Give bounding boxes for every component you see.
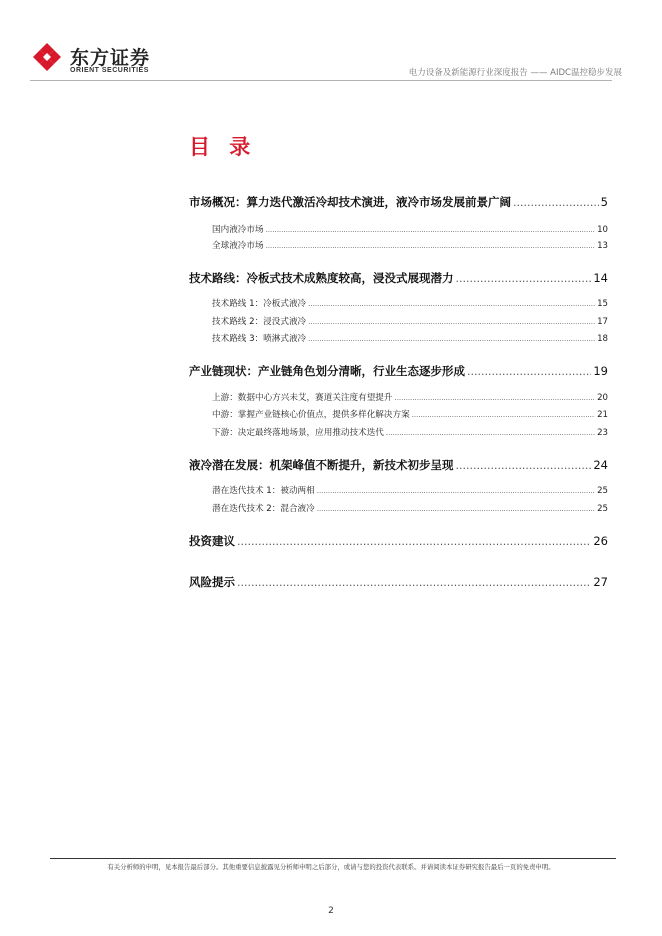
toc-entry-title: 技术路线 3：喷淋式液冷 bbox=[212, 334, 307, 344]
toc-entry[interactable] bbox=[189, 363, 608, 379]
toc-entry-page: 20 bbox=[597, 393, 608, 403]
page-number: 2 bbox=[328, 906, 334, 916]
toc-entry-page: 26 bbox=[593, 534, 608, 548]
toc-entry-page: 5 bbox=[600, 195, 608, 209]
toc-entry[interactable] bbox=[189, 270, 608, 286]
footer-divider bbox=[50, 858, 616, 859]
toc-entry-title: 潜在迭代技术 2：混合液冷 bbox=[212, 504, 315, 514]
toc-entry-page: 24 bbox=[593, 458, 608, 472]
toc-subentry[interactable] bbox=[212, 223, 608, 235]
toc-leader-dots bbox=[394, 394, 595, 402]
toc-leader-dots bbox=[317, 487, 595, 495]
toc-entry-page: 10 bbox=[597, 225, 608, 235]
toc-entry-page: 18 bbox=[597, 334, 608, 344]
toc-entry-title: 上游：数据中心方兴未艾，赛道关注度有望提升 bbox=[212, 393, 393, 403]
toc-leader-dots bbox=[456, 459, 592, 472]
toc-subentry[interactable] bbox=[212, 332, 608, 344]
toc-leader-dots bbox=[308, 300, 595, 308]
toc-entry-title: 风险提示 bbox=[189, 575, 235, 589]
toc-subentry[interactable] bbox=[212, 315, 608, 327]
toc-entry-title: 市场概况：算力迭代激活冷却技术演进，液冷市场发展前景广阔 bbox=[189, 195, 511, 209]
toc-entry-page: 17 bbox=[597, 317, 608, 327]
toc-leader-dots bbox=[266, 226, 595, 234]
toc-leader-dots bbox=[237, 535, 591, 548]
toc-entry-page: 15 bbox=[597, 299, 608, 309]
toc-entry[interactable] bbox=[189, 194, 608, 210]
toc-leader-dots bbox=[266, 242, 595, 250]
orient-logo-icon bbox=[32, 42, 62, 72]
toc-leader-dots bbox=[456, 272, 592, 285]
toc-entry-title: 液冷潜在发展：机架峰值不断提升，新技术初步呈现 bbox=[189, 458, 454, 472]
toc-entry-title: 潜在迭代技术 1：被动两相 bbox=[212, 486, 315, 496]
toc-entry-title: 技术路线：冷板式技术成熟度较高，浸没式展现潜力 bbox=[189, 271, 454, 285]
toc-entry-page: 25 bbox=[597, 486, 608, 496]
toc-entry-title: 全球液冷市场 bbox=[212, 241, 264, 251]
toc-entry-page: 23 bbox=[597, 428, 608, 438]
toc-leader-dots bbox=[513, 196, 599, 209]
toc-subentry[interactable] bbox=[212, 297, 608, 309]
toc-leader-dots bbox=[412, 411, 595, 419]
toc-leader-dots bbox=[317, 505, 595, 513]
toc-heading: 目 录 bbox=[189, 135, 257, 159]
toc-entry-title: 技术路线 2：浸没式液冷 bbox=[212, 317, 307, 327]
toc-entry-page: 13 bbox=[597, 241, 608, 251]
logo-text-en: ORIENT SECURITIES bbox=[70, 67, 149, 74]
toc-subentry[interactable] bbox=[212, 239, 608, 251]
toc-leader-dots bbox=[467, 365, 591, 378]
toc-leader-dots bbox=[386, 429, 595, 437]
toc-entry[interactable] bbox=[189, 533, 608, 549]
toc-subentry[interactable] bbox=[212, 391, 608, 403]
toc-leader-dots bbox=[237, 576, 591, 589]
toc-subentry[interactable] bbox=[212, 484, 608, 496]
toc-leader-dots bbox=[308, 335, 595, 343]
toc-entry-title: 国内液冷市场 bbox=[212, 225, 264, 235]
toc-entry-page: 27 bbox=[593, 575, 608, 589]
toc-entry-page: 19 bbox=[593, 364, 608, 378]
header-divider bbox=[30, 80, 612, 81]
toc-subentry[interactable] bbox=[212, 502, 608, 514]
toc-entry[interactable] bbox=[189, 457, 608, 473]
footer-disclaimer: 有关分析师的申明，见本报告最后部分。其他重要信息披露见分析师申明之后部分，或请与您的投资代表联系。并请阅读本证券研究报告最后一页的免责申明。 bbox=[107, 863, 555, 871]
toc-entry-page: 14 bbox=[593, 271, 608, 285]
toc-subentry[interactable] bbox=[212, 408, 608, 420]
toc-entry-title: 投资建议 bbox=[189, 534, 235, 548]
toc-entry-title: 技术路线 1：冷板式液冷 bbox=[212, 299, 307, 309]
toc-entry[interactable] bbox=[189, 574, 608, 590]
toc-leader-dots bbox=[308, 318, 595, 326]
toc-entry-page: 25 bbox=[597, 504, 608, 514]
report-title: 电力设备及新能源行业深度报告 —— AIDC温控稳步发展 bbox=[408, 68, 622, 78]
logo-text-cn: 东方证券 bbox=[70, 47, 151, 69]
toc-entry-title: 下游：决定最终落地场景，应用推动技术迭代 bbox=[212, 428, 384, 438]
toc-entry-title: 产业链现状：产业链角色划分清晰，行业生态逐步形成 bbox=[189, 364, 465, 378]
toc-subentry[interactable] bbox=[212, 426, 608, 438]
toc-entry-title: 中游：掌握产业链核心价值点，提供多样化解决方案 bbox=[212, 410, 410, 420]
toc-entry-page: 21 bbox=[597, 410, 608, 420]
